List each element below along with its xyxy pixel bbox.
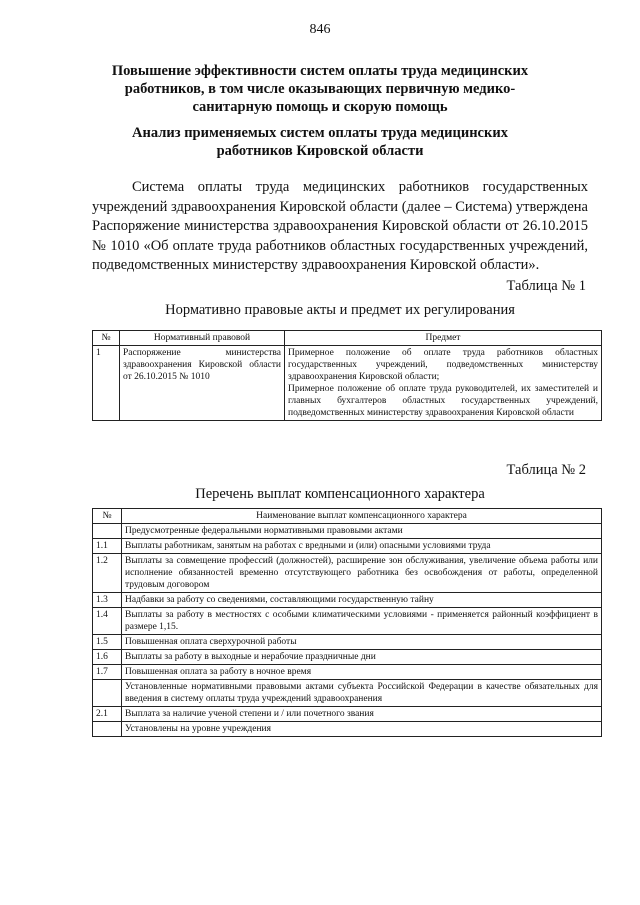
row-num: 1.5 xyxy=(93,635,122,650)
table-header-row xyxy=(93,331,602,346)
row-text: Надбавки за работу со сведениями, составляющими государственную тайну xyxy=(122,593,602,608)
row-num xyxy=(93,680,122,707)
col-header-num: № xyxy=(93,331,120,346)
row-num: 1.6 xyxy=(93,650,122,665)
table-row xyxy=(93,554,602,593)
table2-caption: Перечень выплат компенсационного характера xyxy=(195,486,485,502)
row-num: 1.2 xyxy=(93,554,122,593)
row-text: Предусмотренные федеральными нормативными правовыми актами xyxy=(122,524,602,539)
col-header-name: Наименование выплат компенсационного характера xyxy=(122,509,602,524)
table-row xyxy=(93,524,602,539)
col-header-act: Нормативный правовой xyxy=(120,331,285,346)
row-text: Выплата за наличие ученой степени и / или почетного звания xyxy=(122,707,602,722)
table-row xyxy=(93,722,602,737)
row-num xyxy=(93,524,122,539)
table-row xyxy=(93,346,602,421)
row-subject xyxy=(285,346,602,421)
intro-text: Система оплаты труда медицинских работников государственных учреждений здравоохранения Кировской области (далее – Система) утверждена Распоряжение министерства здравоохранения Кировской области от 26.10.2015 № 1010 «Об оплате труда работников областных государственных учреждений, подведомственных министерству здравоохранения Кировской области». xyxy=(92,179,588,273)
subject-item: Примерное положение об оплате труда руководителей, их заместителей и главных бухгалтеров областных государственных учреждений, подведомственных министерству здравоохранения Кировской области xyxy=(288,384,598,418)
table-normative-acts xyxy=(92,330,602,421)
row-num: 1.7 xyxy=(93,665,122,680)
row-text: Повышенная оплата сверхурочной работы xyxy=(122,635,602,650)
table-row xyxy=(93,665,602,680)
table-row xyxy=(93,539,602,554)
table-row xyxy=(93,608,602,635)
row-num: 1.3 xyxy=(93,593,122,608)
col-header-num: № xyxy=(93,509,122,524)
row-num: 1 xyxy=(93,346,120,421)
subject-item: Примерное положение об оплате труда работников областных государственных учреждений, подведомственных министерству здравоохранения Кировской области; xyxy=(288,348,598,382)
row-text: Выплаты за работу в выходные и нерабочие праздничные дни xyxy=(122,650,602,665)
page-number: 846 xyxy=(309,22,331,37)
row-text: Установлены на уровне учреждения xyxy=(122,722,602,737)
table1-label: Таблица № 1 xyxy=(506,278,586,294)
table-row xyxy=(93,707,602,722)
table-row xyxy=(93,680,602,707)
row-text: Повышенная оплата за работу в ночное время xyxy=(122,665,602,680)
row-text: Выплаты работникам, занятым на работах с вредными и (или) опасными условиями труда xyxy=(122,539,602,554)
row-num: 1.1 xyxy=(93,539,122,554)
table-row xyxy=(93,593,602,608)
table1-caption: Нормативно правовые акты и предмет их регулирования xyxy=(165,302,515,318)
table-compensation-payments xyxy=(92,508,602,737)
table-row xyxy=(93,650,602,665)
row-num: 1.4 xyxy=(93,608,122,635)
row-text: Выплаты за работу в местностях с особыми климатическими условиями - применяется районный коэффициент в размере 1,15. xyxy=(122,608,602,635)
sub-heading: Анализ применяемых систем оплаты труда медицинских работников Кировской области xyxy=(132,125,508,159)
intro-paragraph xyxy=(92,178,588,276)
row-num: 2.1 xyxy=(93,707,122,722)
main-heading: Повышение эффективности систем оплаты труда медицинских работников, в том числе оказывающих первичную медико-санитарную помощь и скорую помощь xyxy=(111,63,529,115)
table2-label: Таблица № 2 xyxy=(506,462,586,478)
col-header-subject: Предмет xyxy=(285,331,602,346)
row-text: Установленные нормативными правовыми актами субъекта Российской Федерации в качестве обязательных для введения в систему оплаты труда учреждений здравоохранения xyxy=(122,680,602,707)
table-row xyxy=(93,635,602,650)
row-text: Выплаты за совмещение профессий (должностей), расширение зон обслуживания, увеличение объема работы или исполнение обязанностей временно отсутствующего работника без освобождения от работы, определенной трудовым договором xyxy=(122,554,602,593)
row-num xyxy=(93,722,122,737)
row-act: Распоряжение министерства здравоохранения Кировской области от 26.10.2015 № 1010 xyxy=(120,346,285,421)
table-header-row xyxy=(93,509,602,524)
